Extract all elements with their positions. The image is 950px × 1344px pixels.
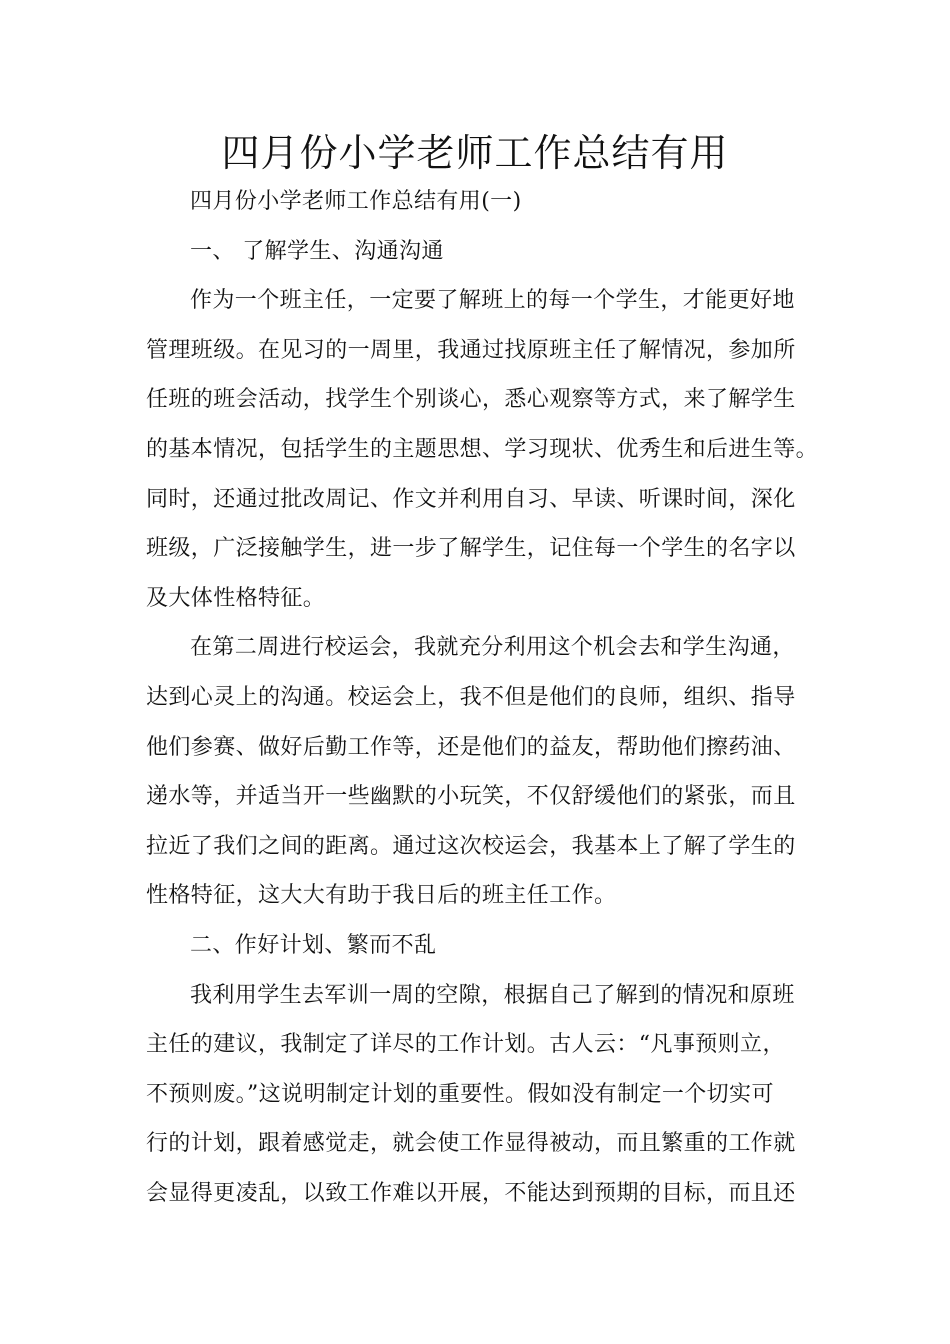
text-line: 作为一个班主任，一定要了解班上的每一个学生，才能更好地	[190, 288, 795, 314]
text-line: 管理班级。在见习的一周里，我通过找原班主任了解情况，参加所	[146, 337, 796, 363]
text-line: 达到心灵上的沟通。校运会上，我不但是他们的良师，组织、指导	[146, 684, 796, 710]
text-line: 他们参赛、做好后勤工作等，还是他们的益友，帮助他们擦药油、	[146, 734, 796, 760]
text-line: 一、 了解学生、沟通沟通	[190, 238, 444, 264]
text-line: 我利用学生去军训一周的空隙，根据自己了解到的情况和原班	[190, 982, 795, 1008]
text-line: 班级，广泛接触学生，进一步了解学生，记住每一个学生的名字以	[146, 536, 796, 562]
text-line: 及大体性格特征。	[146, 585, 326, 611]
text-line: 任班的班会活动，找学生个别谈心，悉心观察等方式，来了解学生	[146, 387, 796, 413]
text-line: 拉近了我们之间的距离。通过这次校运会，我基本上了解了学生的	[146, 833, 796, 859]
document-title: 四月份小学老师工作总结有用	[221, 131, 729, 175]
text-line: 性格特征，这大大有助于我日后的班主任工作。	[146, 883, 617, 909]
document-body	[146, 177, 820, 1218]
text-line: 行的计划，跟着感觉走，就会使工作显得被动，而且繁重的工作就	[146, 1131, 796, 1157]
text-line: 同时，还通过批改周记、作文并利用自习、早读、听课时间，深化	[146, 486, 796, 512]
text-line: 不预则废。”这说明制定计划的重要性。假如没有制定一个切实可	[146, 1081, 774, 1107]
text-line: 的基本情况，包括学生的主题思想、学习现状、优秀生和后进生等。	[146, 436, 819, 462]
text-line: 二、作好计划、繁而不乱	[190, 932, 437, 958]
text-line: 四月份小学老师工作总结有用(一)	[190, 189, 522, 214]
text-line: 递水等，并适当开一些幽默的小玩笑，不仅舒缓他们的紧张，而且	[146, 784, 796, 810]
text-line: 会显得更凌乱，以致工作难以开展，不能达到预期的目标，而且还	[146, 1180, 796, 1206]
text-line: 在第二周进行校运会，我就充分利用这个机会去和学生沟通，	[190, 635, 795, 661]
text-line: 主任的建议，我制定了详尽的工作计划。古人云：“凡事预则立，	[146, 1032, 785, 1058]
